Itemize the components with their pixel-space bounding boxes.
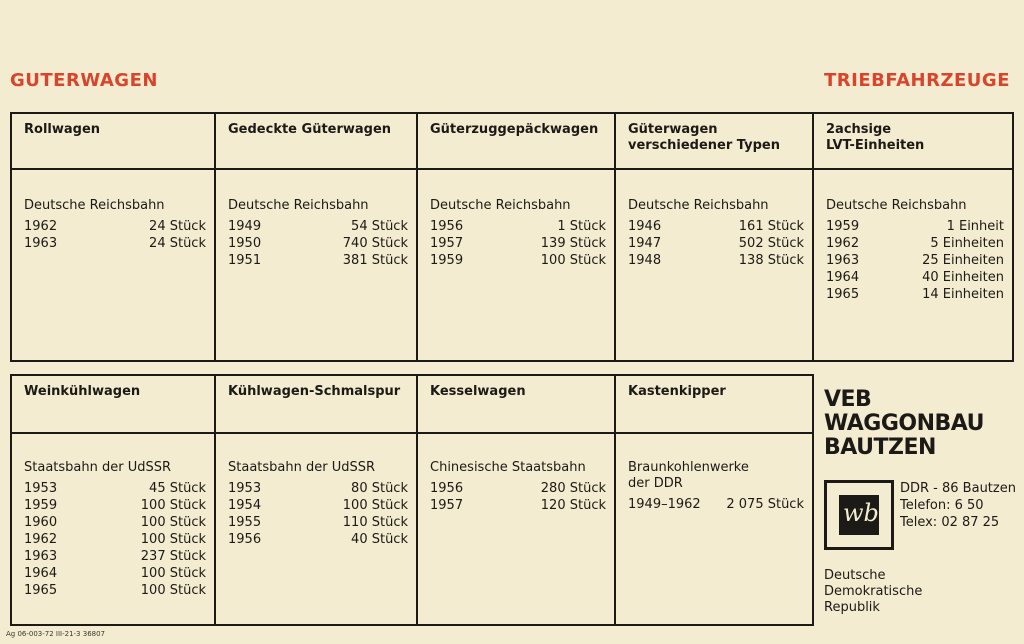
operator-name: Staatsbahn der UdSSR <box>24 460 172 475</box>
cell-weinkuehlwagen <box>10 374 216 626</box>
delivery-quantity: 740 Stück <box>342 236 408 251</box>
delivery-row <box>826 252 1004 269</box>
delivery-row <box>430 252 606 269</box>
delivery-quantity: 280 Stück <box>540 481 606 496</box>
delivery-quantity: 120 Stück <box>540 498 606 513</box>
delivery-quantity: 100 Stück <box>140 532 206 547</box>
delivery-year: 1954 <box>228 498 262 513</box>
delivery-quantity: 40 Einheiten <box>922 270 1004 285</box>
operator-name: Deutsche Reichsbahn <box>826 198 967 213</box>
delivery-row <box>24 480 206 497</box>
delivery-quantity: 100 Stück <box>140 583 206 598</box>
cell-gueterzuggepaeckwagen <box>416 112 616 362</box>
delivery-row <box>228 514 408 531</box>
delivery-row <box>228 218 408 235</box>
telex-line: Telex: 02 87 25 <box>900 515 1000 530</box>
delivery-year: 1948 <box>628 253 662 268</box>
delivery-row <box>826 218 1004 235</box>
operator-name: Deutsche Reichsbahn <box>228 198 369 213</box>
cell-title: 2achsige LVT-Einheiten <box>814 114 1012 170</box>
delivery-quantity: 54 Stück <box>351 219 408 234</box>
delivery-year: 1951 <box>228 253 262 268</box>
delivery-row <box>24 548 206 565</box>
print-code: Ag 06-003-72 III-21-3 36807 <box>6 630 106 638</box>
delivery-year: 1950 <box>228 236 262 251</box>
delivery-row <box>24 497 206 514</box>
delivery-year: 1957 <box>430 236 464 251</box>
delivery-year: 1956 <box>430 481 464 496</box>
delivery-quantity: 40 Stück <box>351 532 408 547</box>
delivery-year: 1964 <box>24 566 58 581</box>
cell-title: Kesselwagen <box>418 376 614 434</box>
cell-rollwagen <box>10 112 216 362</box>
delivery-row <box>628 496 804 513</box>
delivery-quantity: 24 Stück <box>149 219 206 234</box>
delivery-row <box>24 218 206 235</box>
company-name-line: VEB <box>824 387 872 412</box>
delivery-year: 1949 <box>228 219 262 234</box>
delivery-quantity: 100 Stück <box>342 498 408 513</box>
delivery-quantity: 161 Stück <box>738 219 804 234</box>
cell-gedeckte-gueterwagen <box>214 112 418 362</box>
delivery-quantity: 5 Einheiten <box>930 236 1004 251</box>
delivery-year: 1946 <box>628 219 662 234</box>
company-name <box>824 388 1020 460</box>
company-logo <box>824 480 894 550</box>
operator-name: Chinesische Staatsbahn <box>430 460 586 475</box>
delivery-row <box>24 235 206 252</box>
delivery-row <box>228 480 408 497</box>
delivery-row <box>24 531 206 548</box>
cell-title: Weinkühlwagen <box>12 376 214 434</box>
delivery-year: 1955 <box>228 515 262 530</box>
delivery-quantity: 138 Stück <box>738 253 804 268</box>
delivery-row <box>628 235 804 252</box>
cell-title: Gedeckte Güterwagen <box>216 114 416 170</box>
delivery-row <box>826 269 1004 286</box>
delivery-year: 1965 <box>826 287 860 302</box>
operator-name: Deutsche Reichsbahn <box>628 198 769 213</box>
delivery-row <box>826 286 1004 303</box>
company-address <box>900 480 1016 531</box>
delivery-quantity: 139 Stück <box>540 236 606 251</box>
cell-kesselwagen <box>416 374 616 626</box>
cell-title: Güterwagen verschiedener Typen <box>616 114 812 170</box>
country-line: Deutsche <box>824 568 886 583</box>
cell-kastenkipper <box>614 374 814 626</box>
cell-lvt-einheiten <box>812 112 1014 362</box>
delivery-year: 1965 <box>24 583 58 598</box>
delivery-year: 1956 <box>228 532 262 547</box>
delivery-quantity: 100 Stück <box>540 253 606 268</box>
delivery-year: 1960 <box>24 515 58 530</box>
delivery-year: 1953 <box>24 481 58 496</box>
company-name-line: WAGGONBAU <box>824 411 985 436</box>
delivery-row <box>24 514 206 531</box>
delivery-year: 1953 <box>228 481 262 496</box>
delivery-year: 1956 <box>430 219 464 234</box>
cell-title: Kastenkipper <box>616 376 812 434</box>
operator-name: Staatsbahn der UdSSR <box>228 460 376 475</box>
delivery-row <box>228 235 408 252</box>
delivery-year: 1962 <box>24 532 58 547</box>
delivery-quantity: 14 Einheiten <box>922 287 1004 302</box>
delivery-year: 1957 <box>430 498 464 513</box>
delivery-quantity: 381 Stück <box>342 253 408 268</box>
delivery-year: 1947 <box>628 236 662 251</box>
company-name-line: BAUTZEN <box>824 435 936 460</box>
cell-title: Rollwagen <box>12 114 214 170</box>
cell-kuehlwagen-schmalspur <box>214 374 418 626</box>
delivery-quantity: 24 Stück <box>149 236 206 251</box>
section-title-gueterwagen: GUTERWAGEN <box>10 70 158 91</box>
delivery-quantity: 45 Stück <box>149 481 206 496</box>
country-name <box>824 568 922 616</box>
section-title-triebfahrzeuge: TRIEBFAHRZEUGE <box>824 70 1010 91</box>
delivery-row <box>228 497 408 514</box>
operator-name: Deutsche Reichsbahn <box>430 198 571 213</box>
delivery-row <box>228 252 408 269</box>
address-line: DDR - 86 Bautzen <box>900 481 1016 496</box>
delivery-row <box>24 582 206 599</box>
delivery-row <box>628 218 804 235</box>
delivery-quantity: 80 Stück <box>351 481 408 496</box>
delivery-quantity: 100 Stück <box>140 498 206 513</box>
logo-text: wb <box>843 499 879 527</box>
delivery-quantity: 237 Stück <box>140 549 206 564</box>
delivery-row <box>430 480 606 497</box>
delivery-quantity: 25 Einheiten <box>922 253 1004 268</box>
cell-title: Güterzuggepäckwagen <box>418 114 614 170</box>
delivery-quantity: 100 Stück <box>140 566 206 581</box>
delivery-year: 1959 <box>24 498 58 513</box>
delivery-year: 1959 <box>826 219 860 234</box>
delivery-row <box>228 531 408 548</box>
delivery-quantity: 1 Einheit <box>946 219 1004 234</box>
delivery-year: 1963 <box>826 253 860 268</box>
cell-title: Kühlwagen-Schmalspur <box>216 376 416 434</box>
delivery-year: 1959 <box>430 253 464 268</box>
delivery-row <box>826 235 1004 252</box>
delivery-year: 1963 <box>24 236 58 251</box>
country-line: Republik <box>824 600 880 615</box>
delivery-year: 1949–1962 <box>628 497 701 512</box>
delivery-year: 1963 <box>24 549 58 564</box>
delivery-row <box>430 235 606 252</box>
country-line: Demokratische <box>824 584 923 599</box>
delivery-quantity: 502 Stück <box>738 236 804 251</box>
company-block <box>824 388 1020 628</box>
delivery-quantity: 1 Stück <box>557 219 606 234</box>
delivery-quantity: 2 075 Stück <box>726 497 804 512</box>
operator-name: Braunkohlenwerke der DDR <box>628 460 749 491</box>
delivery-year: 1964 <box>826 270 860 285</box>
operator-name: Deutsche Reichsbahn <box>24 198 165 213</box>
delivery-year: 1962 <box>24 219 58 234</box>
delivery-row <box>430 497 606 514</box>
cell-gueterwagen-verschiedener-typen <box>614 112 814 362</box>
delivery-row <box>24 565 206 582</box>
telephone-line: Telefon: 6 50 <box>900 498 984 513</box>
delivery-year: 1962 <box>826 236 860 251</box>
delivery-row <box>628 252 804 269</box>
delivery-row <box>430 218 606 235</box>
delivery-quantity: 110 Stück <box>342 515 408 530</box>
delivery-quantity: 100 Stück <box>140 515 206 530</box>
